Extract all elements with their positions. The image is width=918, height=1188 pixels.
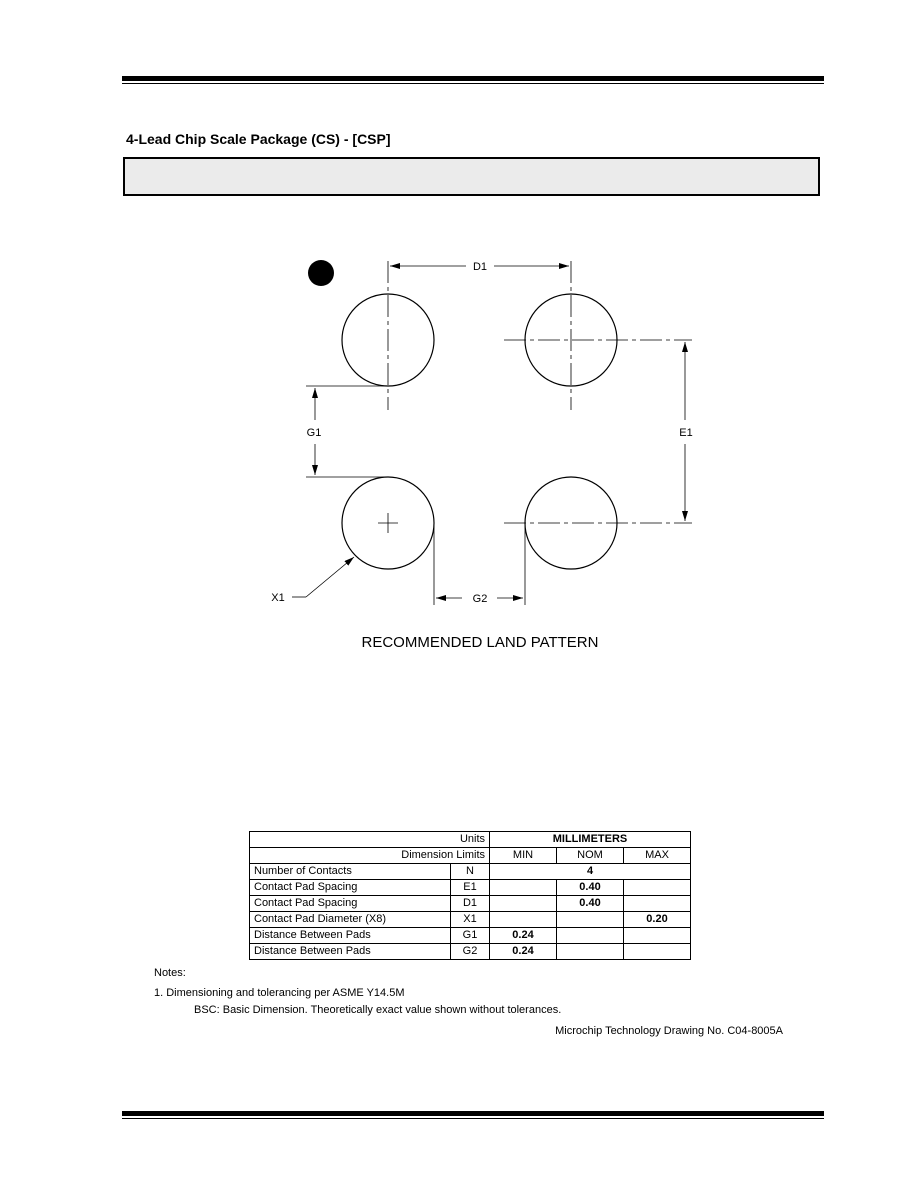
table-row (250, 896, 691, 912)
notes-heading: Notes: (154, 967, 186, 979)
center-lines (378, 261, 692, 533)
row-nom (557, 928, 624, 944)
row-max (624, 896, 691, 912)
table-row (250, 928, 691, 944)
note-1: 1. Dimensioning and tolerancing per ASME Y14.5M (154, 987, 405, 999)
table-row (250, 880, 691, 896)
page-title: 4-Lead Chip Scale Package (CS) - [CSP] (126, 131, 391, 147)
row-symbol: D1 (451, 896, 490, 912)
x1-leader (292, 557, 354, 597)
row-nom (557, 912, 624, 928)
row-nom: 0.40 (557, 880, 624, 896)
table-row (250, 864, 691, 880)
row-min (490, 880, 557, 896)
x1-label: X1 (271, 592, 285, 604)
row-symbol: N (451, 864, 490, 880)
row-nom: 4 (490, 864, 691, 880)
col-max: MAX (624, 848, 691, 864)
row-label: Contact Pad Spacing (250, 880, 451, 896)
col-min: MIN (490, 848, 557, 864)
row-symbol: G2 (451, 944, 490, 960)
row-label: Distance Between Pads (250, 944, 451, 960)
row-label: Contact Pad Diameter (X8) (250, 912, 451, 928)
row-label: Number of Contacts (250, 864, 451, 880)
col-nom: NOM (557, 848, 624, 864)
row-max (624, 880, 691, 896)
row-max: 0.20 (624, 912, 691, 928)
row-nom (557, 944, 624, 960)
bottom-rule (122, 1111, 824, 1116)
dimension-limits-label: Dimension Limits (250, 848, 490, 864)
drawing-caption: RECOMMENDED LAND PATTERN (361, 634, 599, 651)
units-value: MILLIMETERS (490, 832, 691, 848)
row-symbol: E1 (451, 880, 490, 896)
row-label: Distance Between Pads (250, 928, 451, 944)
row-symbol: X1 (451, 912, 490, 928)
table-row (250, 944, 691, 960)
dimension-table (249, 831, 691, 960)
d1-label: D1 (472, 261, 488, 273)
row-nom: 0.40 (557, 896, 624, 912)
g1-label: G1 (306, 427, 322, 439)
drawing-number: Microchip Technology Drawing No. C04-8005A (555, 1025, 783, 1037)
row-min: 0.24 (490, 928, 557, 944)
e1-label: E1 (679, 427, 693, 439)
row-min (490, 912, 557, 928)
row-max (624, 928, 691, 944)
row-min: 0.24 (490, 944, 557, 960)
units-label: Units (250, 832, 490, 848)
table-row (250, 912, 691, 928)
row-min (490, 896, 557, 912)
g2-label: G2 (472, 593, 488, 605)
table-header-limits (250, 848, 691, 864)
row-symbol: G1 (451, 928, 490, 944)
row-max (624, 944, 691, 960)
table-header-units (250, 832, 691, 848)
row-label: Contact Pad Spacing (250, 896, 451, 912)
note-2: BSC: Basic Dimension. Theoretically exact value shown without tolerances. (194, 1004, 562, 1016)
bottom-rule-thin (122, 1118, 824, 1119)
pin1-marker (308, 260, 334, 286)
